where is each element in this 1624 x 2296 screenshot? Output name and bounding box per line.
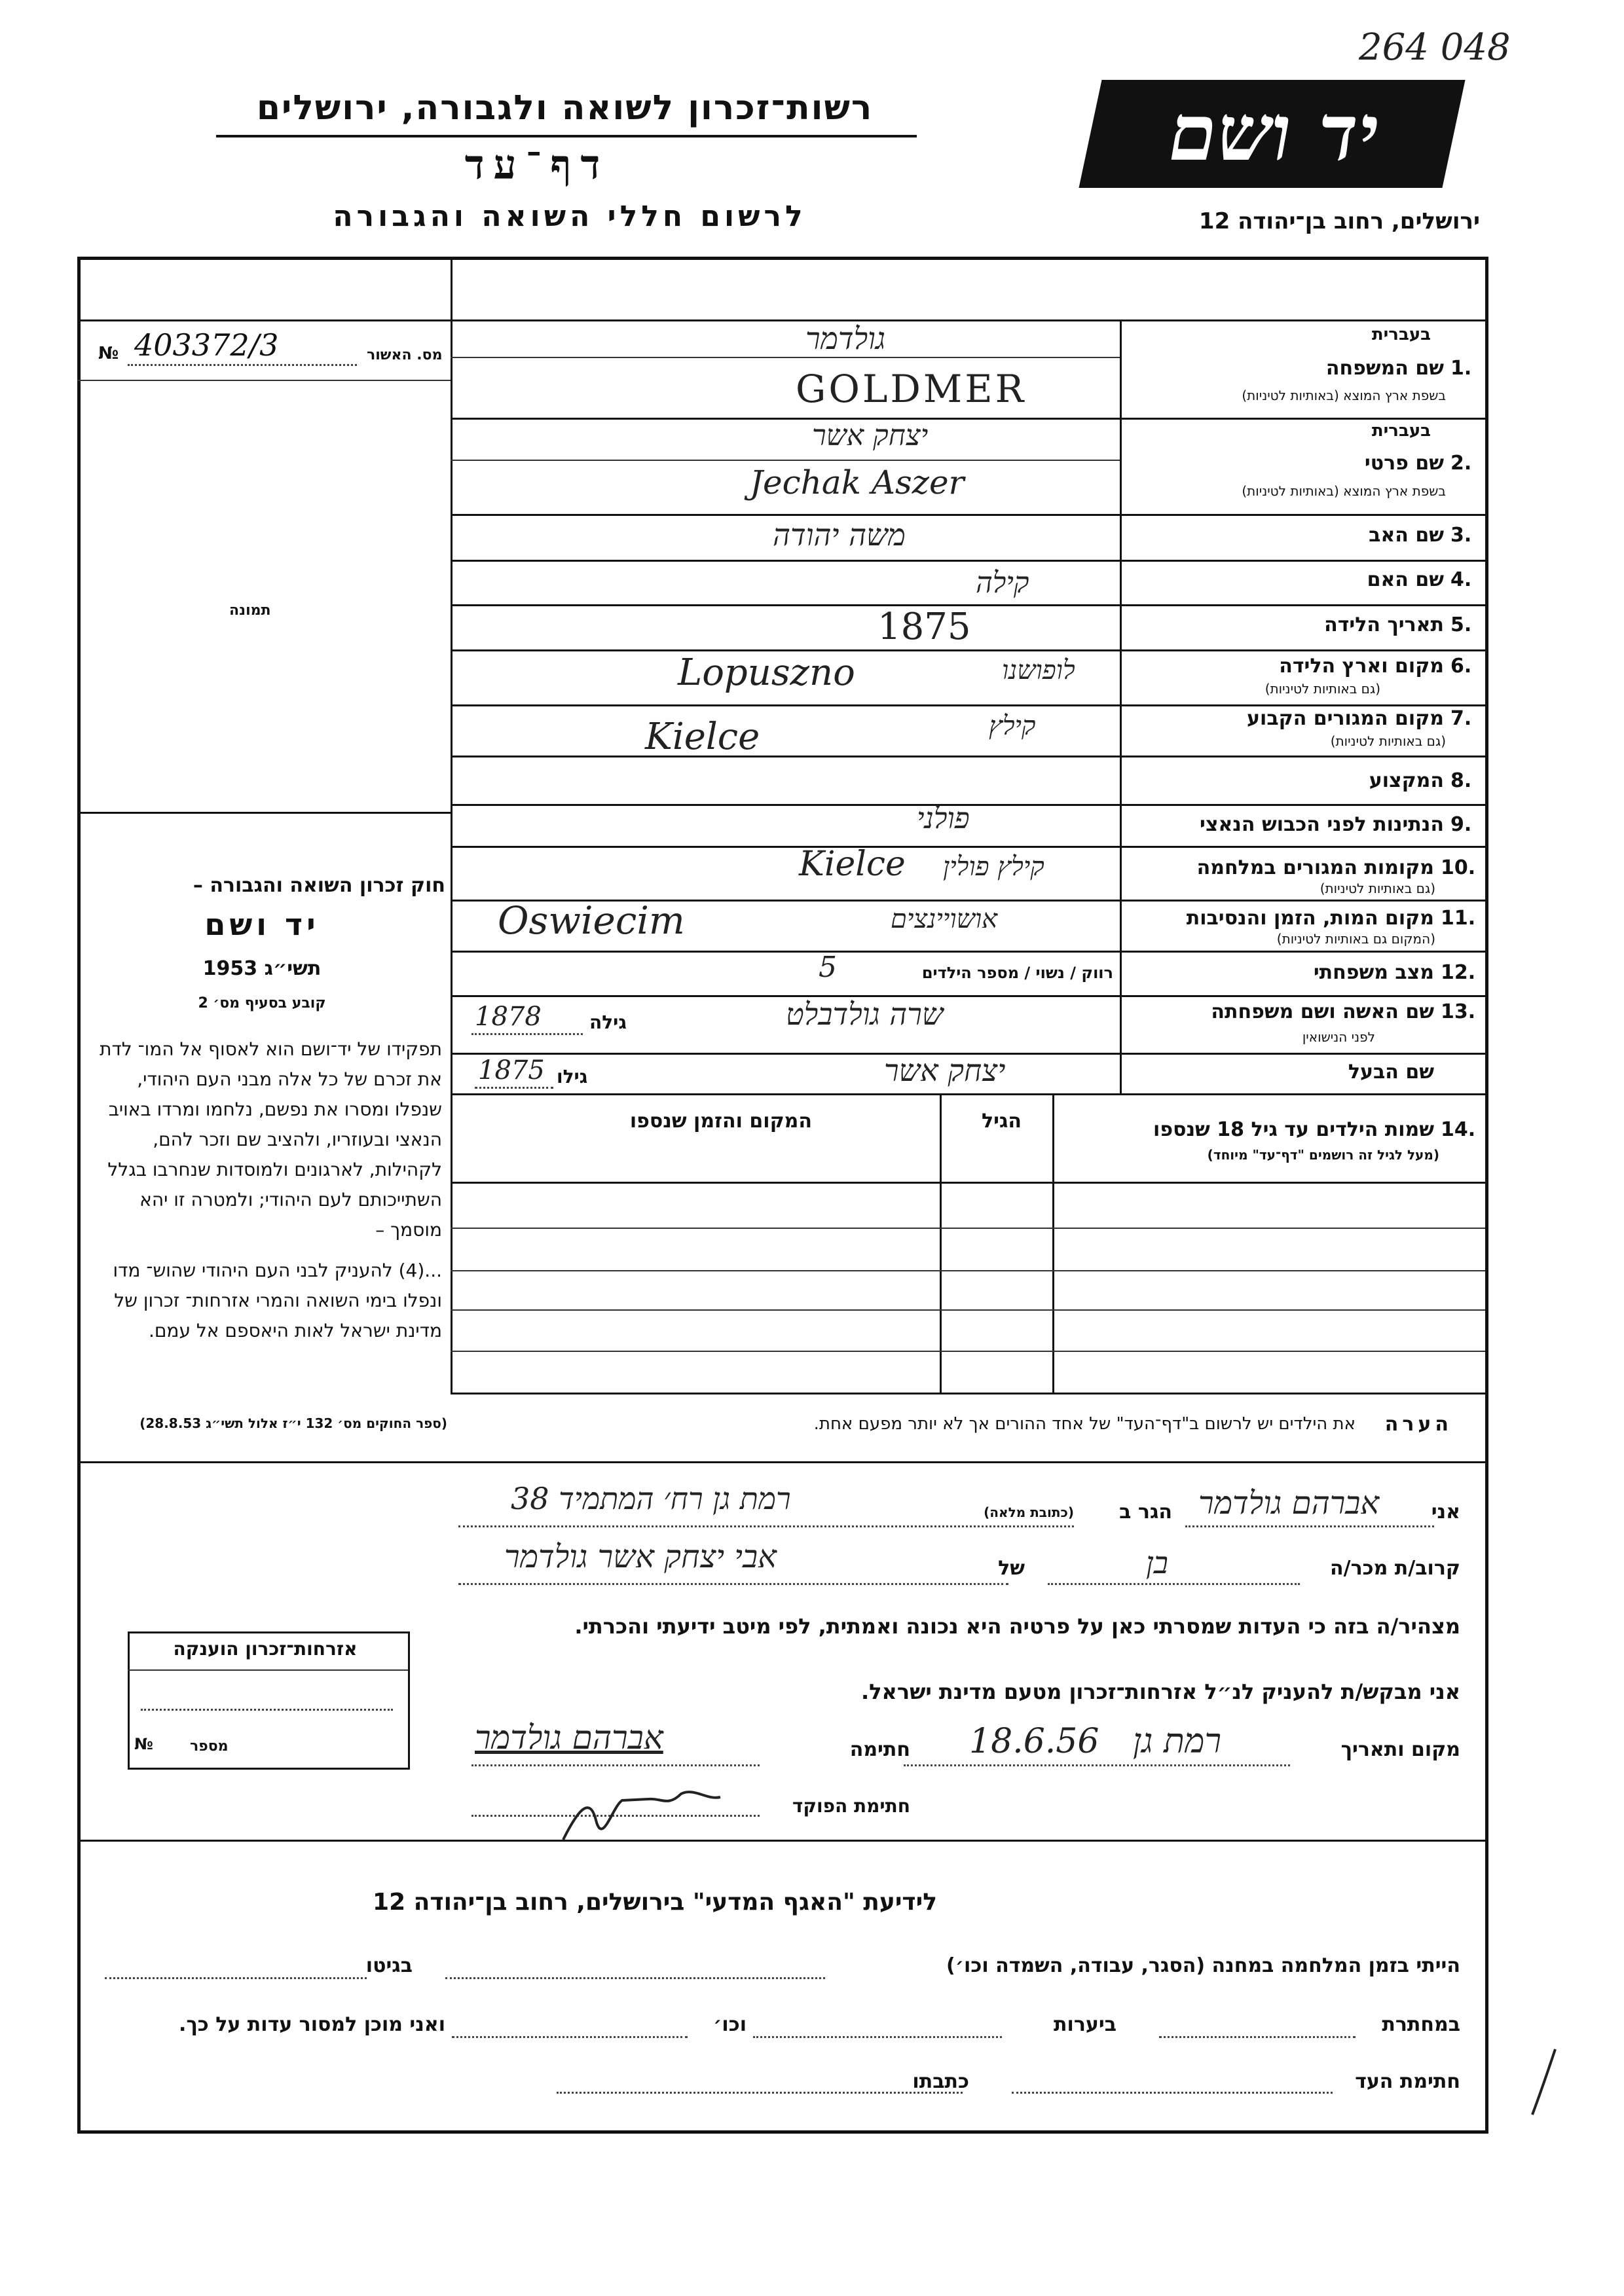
declaration-prefix: אני xyxy=(1431,1501,1460,1523)
divider xyxy=(451,514,1485,516)
field-11-note: (המקום גם באותיות לטיניות) xyxy=(1276,931,1435,947)
field-5-number: 5. xyxy=(1450,613,1472,636)
age-line xyxy=(471,1033,583,1035)
divider xyxy=(451,560,1485,562)
divider xyxy=(451,1093,1485,1095)
field-13-age: 1878 xyxy=(475,1002,542,1032)
logo-text: יד ושם xyxy=(1168,87,1379,178)
divider xyxy=(451,1182,1485,1184)
remark-label: הערה xyxy=(1384,1413,1452,1436)
footer-title: לידיעת "האגף המדעי" בירושלים, רחוב בן־יהודה 12 xyxy=(373,1889,937,1916)
age-line xyxy=(475,1087,553,1089)
divider xyxy=(451,649,1485,651)
children-number: 14. xyxy=(1441,1118,1476,1141)
handwritten-id: 264 048 xyxy=(1359,26,1511,69)
field-8-label: המקצוע xyxy=(1369,769,1444,792)
divider xyxy=(77,1840,1485,1842)
field-3-number: 3. xyxy=(1450,524,1472,547)
field-9-value: פולני xyxy=(917,802,970,835)
field-10-value-latin: Kielce xyxy=(799,845,906,884)
field-8-number: 8. xyxy=(1450,769,1472,792)
form-title: דף־עד xyxy=(464,141,610,189)
field-2-note: בשפת ארץ המוצא (באותיות לטיניות) xyxy=(1242,483,1446,499)
field-5-value: 1875 xyxy=(877,606,971,648)
law-section: קובע בסעיף מס׳ 2 xyxy=(198,995,326,1011)
field-11-value-latin: Oswiecim xyxy=(498,898,685,943)
fill-line xyxy=(1048,1583,1300,1585)
field-12-label: מצב משפחתי xyxy=(1313,961,1434,984)
field-12-note: רווק / נשוי / מספר הילדים xyxy=(921,964,1113,982)
approval-number-label: מס. האשור xyxy=(367,347,443,363)
declarant-name: אברהם גולדמר xyxy=(1198,1485,1380,1522)
citizenship-number-label: מספר xyxy=(190,1738,229,1755)
footer-address-label: כתבתו xyxy=(912,2070,969,2093)
declarant-address: רמת גן רח׳ המתמיד 38 xyxy=(511,1481,791,1516)
authority-underline xyxy=(216,135,917,137)
fill-line xyxy=(445,1977,825,1979)
law-text-2: ...(4) להעניק לבני העם היהודי שהוש־ מדו ונפלו בימי השואה והמרי אזרחות־ זכרון של מדינת ישראל לאות היאספם אל עמם. xyxy=(113,1260,442,1341)
fill-line xyxy=(458,1583,1008,1585)
footer-underground-label: במחתרת xyxy=(1382,2013,1460,2036)
children-label: שמות הילדים עד גיל 18 שנספו xyxy=(1153,1118,1434,1141)
relation-value: בן xyxy=(1146,1545,1168,1580)
law-text: תפקידו של יד־ושם הוא לאסוף אל המו־ לדת את זכרם של כל אלה מבני העם היהודי, שנפלו ומסרו את נפשם, נלחמו ומרדו באויב הנאצי ובעוזריו, ולהציב שם וזכר להם, לקהילות, לארגונים ולמוסדות שנחרבו בגלל השתייכותם לעם היהודי; ולמטרה זו יהא מוסמך – xyxy=(100,1038,442,1241)
place-date-label: מקום ותאריך xyxy=(1340,1738,1460,1761)
date-value: 18.6.56 xyxy=(969,1722,1099,1761)
divider xyxy=(451,418,1485,420)
fill-line xyxy=(452,2036,688,2038)
law-title: חוק זכרון השואה והגבורה – xyxy=(193,874,445,897)
field-7-label: מקום המגורים הקבוע xyxy=(1247,707,1444,730)
footer-etc-label: וכו׳ xyxy=(713,2013,747,2036)
field-11-label: מקום המות, הזמן והנסיבות xyxy=(1186,907,1434,930)
divider xyxy=(77,319,1485,321)
citizenship-title: אזרחות־זכרון הוענקה xyxy=(173,1638,358,1660)
authority-name: רשות־זכרון לשואה ולגבורה, ירושלים xyxy=(256,88,874,128)
law-year: תשי״ג 1953 xyxy=(202,957,322,980)
citizenship-sign: № xyxy=(134,1735,153,1753)
fill-line xyxy=(904,1764,1290,1766)
relative-of-value: אבי יצחק אשר גולדמר xyxy=(504,1539,777,1575)
signature-label: חתימה xyxy=(849,1738,910,1761)
divider xyxy=(77,380,451,381)
field-2-hebrew-tag: בעברית xyxy=(1371,421,1431,441)
divider xyxy=(451,1270,1485,1271)
divider xyxy=(451,357,1120,358)
field-4-label: שם האם xyxy=(1367,568,1444,591)
law-name: יד ושם xyxy=(204,907,320,942)
inspector-label: חתימת הפוקד xyxy=(792,1795,910,1817)
field-13-age-label: גילה xyxy=(589,1011,627,1033)
husband-value: יצחק אשר xyxy=(884,1053,1006,1088)
children-note: (מעל לגיל זה רושמים "דף־עד" מיוחד) xyxy=(1207,1147,1439,1163)
field-7-number: 7. xyxy=(1450,707,1472,730)
field-2-label: שם פרטי xyxy=(1364,452,1444,475)
field-1-note: בשפת ארץ המוצא (באותיות לטיניות) xyxy=(1242,388,1446,403)
children-col-age: הגיל xyxy=(982,1110,1022,1133)
fill-line xyxy=(1185,1525,1434,1527)
footer-testimony-text: ואני מוכן למסור עדות על כך. xyxy=(179,2013,445,2036)
field-6-number: 6. xyxy=(1450,655,1472,678)
field-3-label: שם האב xyxy=(1369,524,1444,547)
field-6-value-hebrew: לופושנו xyxy=(1002,655,1075,685)
divider xyxy=(451,846,1485,848)
field-13-note: לפני הנישואין xyxy=(1302,1029,1375,1045)
field-9-label: הנתינות לפני הכבוש הנאצי xyxy=(1200,813,1444,836)
field-6-note: (גם באותיות לטיניות) xyxy=(1264,681,1380,697)
place-value: רמת גן xyxy=(1133,1722,1222,1761)
field-12-number: 12. xyxy=(1441,961,1476,984)
photo-label: תמונה xyxy=(229,602,271,619)
field-10-note: (גם באותיות לטיניות) xyxy=(1320,881,1435,896)
field-1-number: 1. xyxy=(1450,357,1472,380)
field-3-value: משה יהודה xyxy=(773,517,906,553)
declaration-request: אני מבקש/ת להעניק לנ״ל אזרחות־זכרון מטעם מדינת ישראל. xyxy=(861,1679,1460,1704)
divider xyxy=(77,812,451,814)
field-10-label: מקומות המגורים במלחמה xyxy=(1196,856,1434,879)
field-4-value: קילה xyxy=(976,566,1029,600)
husband-label: שם הבעל xyxy=(1348,1061,1434,1084)
field-1-hebrew-tag: בעברית xyxy=(1371,325,1431,344)
divider xyxy=(451,1228,1485,1229)
fill-line xyxy=(1159,2036,1356,2038)
field-2-value-hebrew: יצחק אשר xyxy=(812,419,929,452)
divider xyxy=(451,1393,1485,1394)
relation-label: קרוב/ת מכר/ה xyxy=(1330,1557,1460,1580)
margin-mark xyxy=(1526,2043,1565,2121)
footer-forests-label: ביערות xyxy=(1054,2013,1116,2036)
left-column-divider xyxy=(451,257,452,1393)
approval-line xyxy=(128,364,357,366)
form-subtitle: לרשום חללי השואה והגבורה xyxy=(333,200,807,233)
field-4-number: 4. xyxy=(1450,568,1472,591)
divider xyxy=(128,1669,408,1671)
law-citation: (ספר החוקים מס׳ 132 י״ז אלול תשי״ג 28.8.53) xyxy=(139,1415,447,1431)
divider xyxy=(451,1309,1485,1311)
of-label: של xyxy=(998,1557,1025,1580)
header-address: ירושלים, רחוב בן־יהודה 12 xyxy=(1198,208,1480,234)
field-1-value-hebrew: גולדמר xyxy=(805,321,886,356)
children-divider-2 xyxy=(940,1093,942,1393)
field-1-label: שם המשפחה xyxy=(1325,357,1444,380)
field-7-note: (גם באותיות לטיניות) xyxy=(1330,733,1446,749)
field-9-number: 9. xyxy=(1450,813,1472,836)
field-10-value-hebrew: קילץ פולין xyxy=(943,852,1044,882)
address-note: (כתובת מלאה) xyxy=(984,1504,1074,1520)
husband-age: 1875 xyxy=(478,1055,545,1085)
field-11-value-hebrew: אושויינצים xyxy=(891,904,998,934)
fill-line xyxy=(141,1709,393,1711)
field-13-value: שרה גולדבלט xyxy=(786,996,944,1032)
husband-age-label: גילו xyxy=(557,1066,588,1087)
lives-at-label: הגר ב xyxy=(1119,1501,1172,1523)
divider xyxy=(451,1351,1485,1352)
field-7-value-hebrew: קילץ xyxy=(989,711,1036,741)
divider xyxy=(451,995,1485,997)
children-divider-1 xyxy=(1052,1093,1054,1393)
field-2-value-latin: Jechak Aszer xyxy=(750,464,965,501)
field-6-label: מקום וארץ הלידה xyxy=(1279,655,1444,678)
fill-line xyxy=(105,1977,367,1979)
fill-line xyxy=(1012,2092,1333,2094)
divider xyxy=(451,704,1485,706)
field-5-label: תאריך הלידה xyxy=(1324,613,1444,636)
field-2-number: 2. xyxy=(1450,452,1472,475)
declaration-statement: מצהיר/ה בזה כי העדות שמסרתי כאן על פרטיה היא נכונה ואמתית, לפי מיטב ידיעתי והכרתי. xyxy=(574,1614,1460,1639)
field-13-number: 13. xyxy=(1441,1000,1476,1023)
footer-ghetto-label: בגיטו xyxy=(365,1954,413,1977)
remark-text: את הילדים יש לרשום ב"דף־העד" של אחד ההורים אך לא יותר מפעם אחת. xyxy=(813,1414,1356,1434)
children-col-place: המקום והזמן שנספו xyxy=(629,1110,812,1133)
approval-sign: № xyxy=(98,344,119,363)
declarant-signature: אברהם גולדמר xyxy=(475,1719,663,1757)
divider xyxy=(451,756,1485,757)
fill-line xyxy=(471,1764,760,1766)
fill-line xyxy=(458,1525,1074,1527)
divider xyxy=(451,951,1485,953)
field-12-value: 5 xyxy=(819,951,837,984)
divider xyxy=(451,460,1120,461)
label-column-divider xyxy=(1120,319,1122,1093)
field-1-value-latin: GOLDMER xyxy=(796,367,1027,411)
photo-placeholder xyxy=(80,382,451,811)
field-10-number: 10. xyxy=(1441,856,1476,879)
footer-camp-label: הייתי בזמן המלחמה במחנה (הסגר, עבודה, השמדה וכו׳) xyxy=(946,1954,1460,1977)
footer-witness-signature-label: חתימת העד xyxy=(1355,2070,1460,2093)
field-11-number: 11. xyxy=(1441,907,1476,930)
fill-line xyxy=(753,2036,1002,2038)
field-13-label: שם האשה ושם משפחתה xyxy=(1211,1000,1434,1023)
approval-number: 403372/3 xyxy=(134,327,279,363)
fill-line xyxy=(557,2092,963,2094)
field-6-value-latin: Lopuszno xyxy=(678,651,855,694)
field-7-value-latin: Kielce xyxy=(645,716,760,758)
divider xyxy=(77,1461,1485,1463)
